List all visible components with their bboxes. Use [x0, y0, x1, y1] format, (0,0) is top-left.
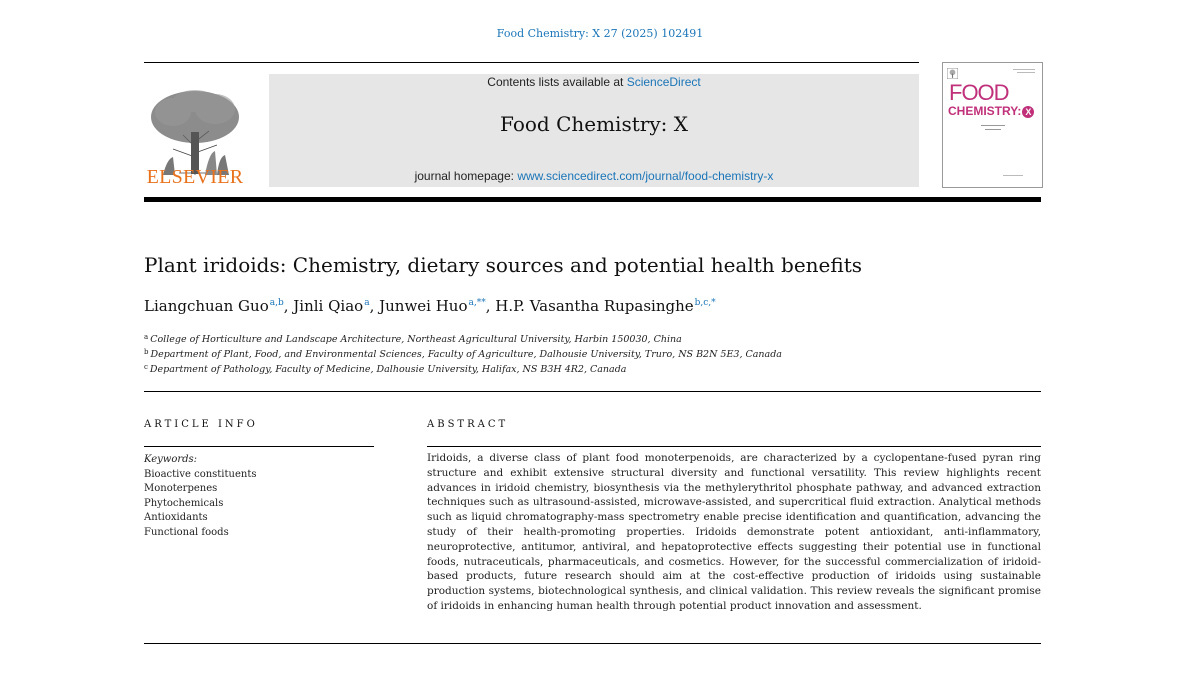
- affiliation-mark: c: [144, 363, 148, 371]
- affiliation-b: [144, 348, 782, 360]
- cover-decor-line: [1013, 69, 1035, 70]
- keyword-item: Monoterpenes: [144, 483, 218, 494]
- affiliation-c: [144, 363, 626, 375]
- cover-title-chemistry: [948, 104, 1034, 118]
- cover-publisher-icon: [947, 68, 958, 79]
- author-list: Liangchuan Guo$^{a,b}$, Jinli Qiao$^a$, Junwei Huo$^{a,**}$, H.P. Vasantha Rupasinghe$^{b,c,*}$: [144, 297, 716, 315]
- affiliation-a: [144, 333, 682, 345]
- homepage-line: [269, 169, 919, 183]
- cover-decor-line: [981, 125, 1005, 126]
- author-name[interactable]: H.P. Vasantha Rupasinghe: [495, 297, 694, 315]
- affiliation-text: College of Horticulture and Landscape Architecture, Northeast Agricultural University, Harbin 150030, China: [150, 334, 682, 345]
- sciencedirect-link[interactable]: ScienceDirect: [626, 75, 701, 89]
- keywords-block: [144, 453, 256, 540]
- article-info-rule: [144, 446, 374, 447]
- contents-prefix: Contents lists available at: [487, 75, 627, 89]
- article-info-heading: ARTICLE INFO: [144, 419, 258, 430]
- abstract-heading: ABSTRACT: [427, 419, 509, 430]
- journal-homepage-link[interactable]: www.sciencedirect.com/journal/food-chemistry-x: [517, 169, 774, 183]
- keyword-item: Bioactive constituents: [144, 468, 257, 480]
- author-affiliation-marks[interactable]: a: [364, 298, 370, 308]
- affiliation-mark: a: [144, 333, 149, 341]
- journal-cover[interactable]: [942, 62, 1043, 188]
- keyword-item: Functional foods: [144, 526, 229, 538]
- contents-line: [269, 75, 919, 89]
- bottom-rule: [144, 643, 1041, 644]
- journal-title: Food Chemistry: X: [500, 112, 688, 136]
- cover-chemistry-text: CHEMISTRY:: [948, 104, 1022, 118]
- keywords-label: Keywords:: [144, 454, 198, 465]
- cover-decor-line: [1003, 175, 1023, 176]
- abstract-text: Iridoids, a diverse class of plant food monoterpenoids, are characterized by a cyclopentane-fused pyran ring structure and exhibit extensive structural diversity and functional versatility. This review highlights recent advances in iridoid chemistry, biosynthesis via the methylerythritol phosphate pathway, and advanced extraction techniques such as ultrasound-assisted, microwave-assisted, and supercritical fluid extraction. Analytical methods such as liquid chromatography-mass spectrometry enable precise identification and quantification, advancing the study of their health-promoting properties. Iridoids demonstrate potent antioxidant, anti-inflammatory, neuroprotective, antitumor, antiviral, and hepatoprotective effects suggesting their potential use in functional foods, nutraceuticals, pharmaceuticals, and cosmetics. However, for the successful commercialization of iridoid-based products, future research should aim at the cost-effective production of iridoids using sustainable production systems, biotechnological synthesis, and clinical validation. This review reveals the significant promise of iridoids in enhancing human health through potential product innovation and assessment.: [427, 452, 1041, 612]
- abstract-rule: [427, 446, 1041, 447]
- journal-header-box: [269, 74, 919, 187]
- affiliation-text: Department of Plant, Food, and Environmental Sciences, Faculty of Agriculture, Dalhousie University, Truro, NS B2N 5E3, Canada: [150, 349, 782, 360]
- author-affiliation-marks[interactable]: a,b: [269, 298, 284, 308]
- homepage-prefix: journal homepage:: [414, 169, 518, 183]
- cover-decor-line: [985, 129, 1001, 130]
- publisher-name: ELSEVIER: [146, 166, 244, 188]
- author-affiliation-marks[interactable]: a,**: [468, 298, 486, 308]
- cover-x-badge: X: [1022, 106, 1034, 118]
- cover-title-food: FOOD: [949, 80, 1009, 105]
- affiliation-mark: b: [144, 348, 149, 356]
- cover-decor-line: [1017, 72, 1035, 73]
- author-affiliation-marks[interactable]: b,c,*: [694, 298, 716, 308]
- article-title: Plant iridoids: Chemistry, dietary sources and potential health benefits: [144, 253, 863, 277]
- keyword-item: Antioxidants: [144, 512, 208, 523]
- journal-citation[interactable]: Food Chemistry: X 27 (2025) 102491: [496, 27, 704, 40]
- keyword-item: Phytochemicals: [144, 497, 224, 509]
- author-name[interactable]: Jinli Qiao: [293, 297, 364, 315]
- affiliation-text: Department of Pathology, Faculty of Medicine, Dalhousie University, Halifax, NS B3H 4R2, Canada: [149, 364, 627, 375]
- author-name[interactable]: Liangchuan Guo: [144, 297, 269, 315]
- author-name[interactable]: Junwei Huo: [379, 297, 468, 315]
- section-divider: [144, 391, 1041, 392]
- header-top-rule: [144, 62, 919, 63]
- header-thick-rule: [144, 197, 1041, 202]
